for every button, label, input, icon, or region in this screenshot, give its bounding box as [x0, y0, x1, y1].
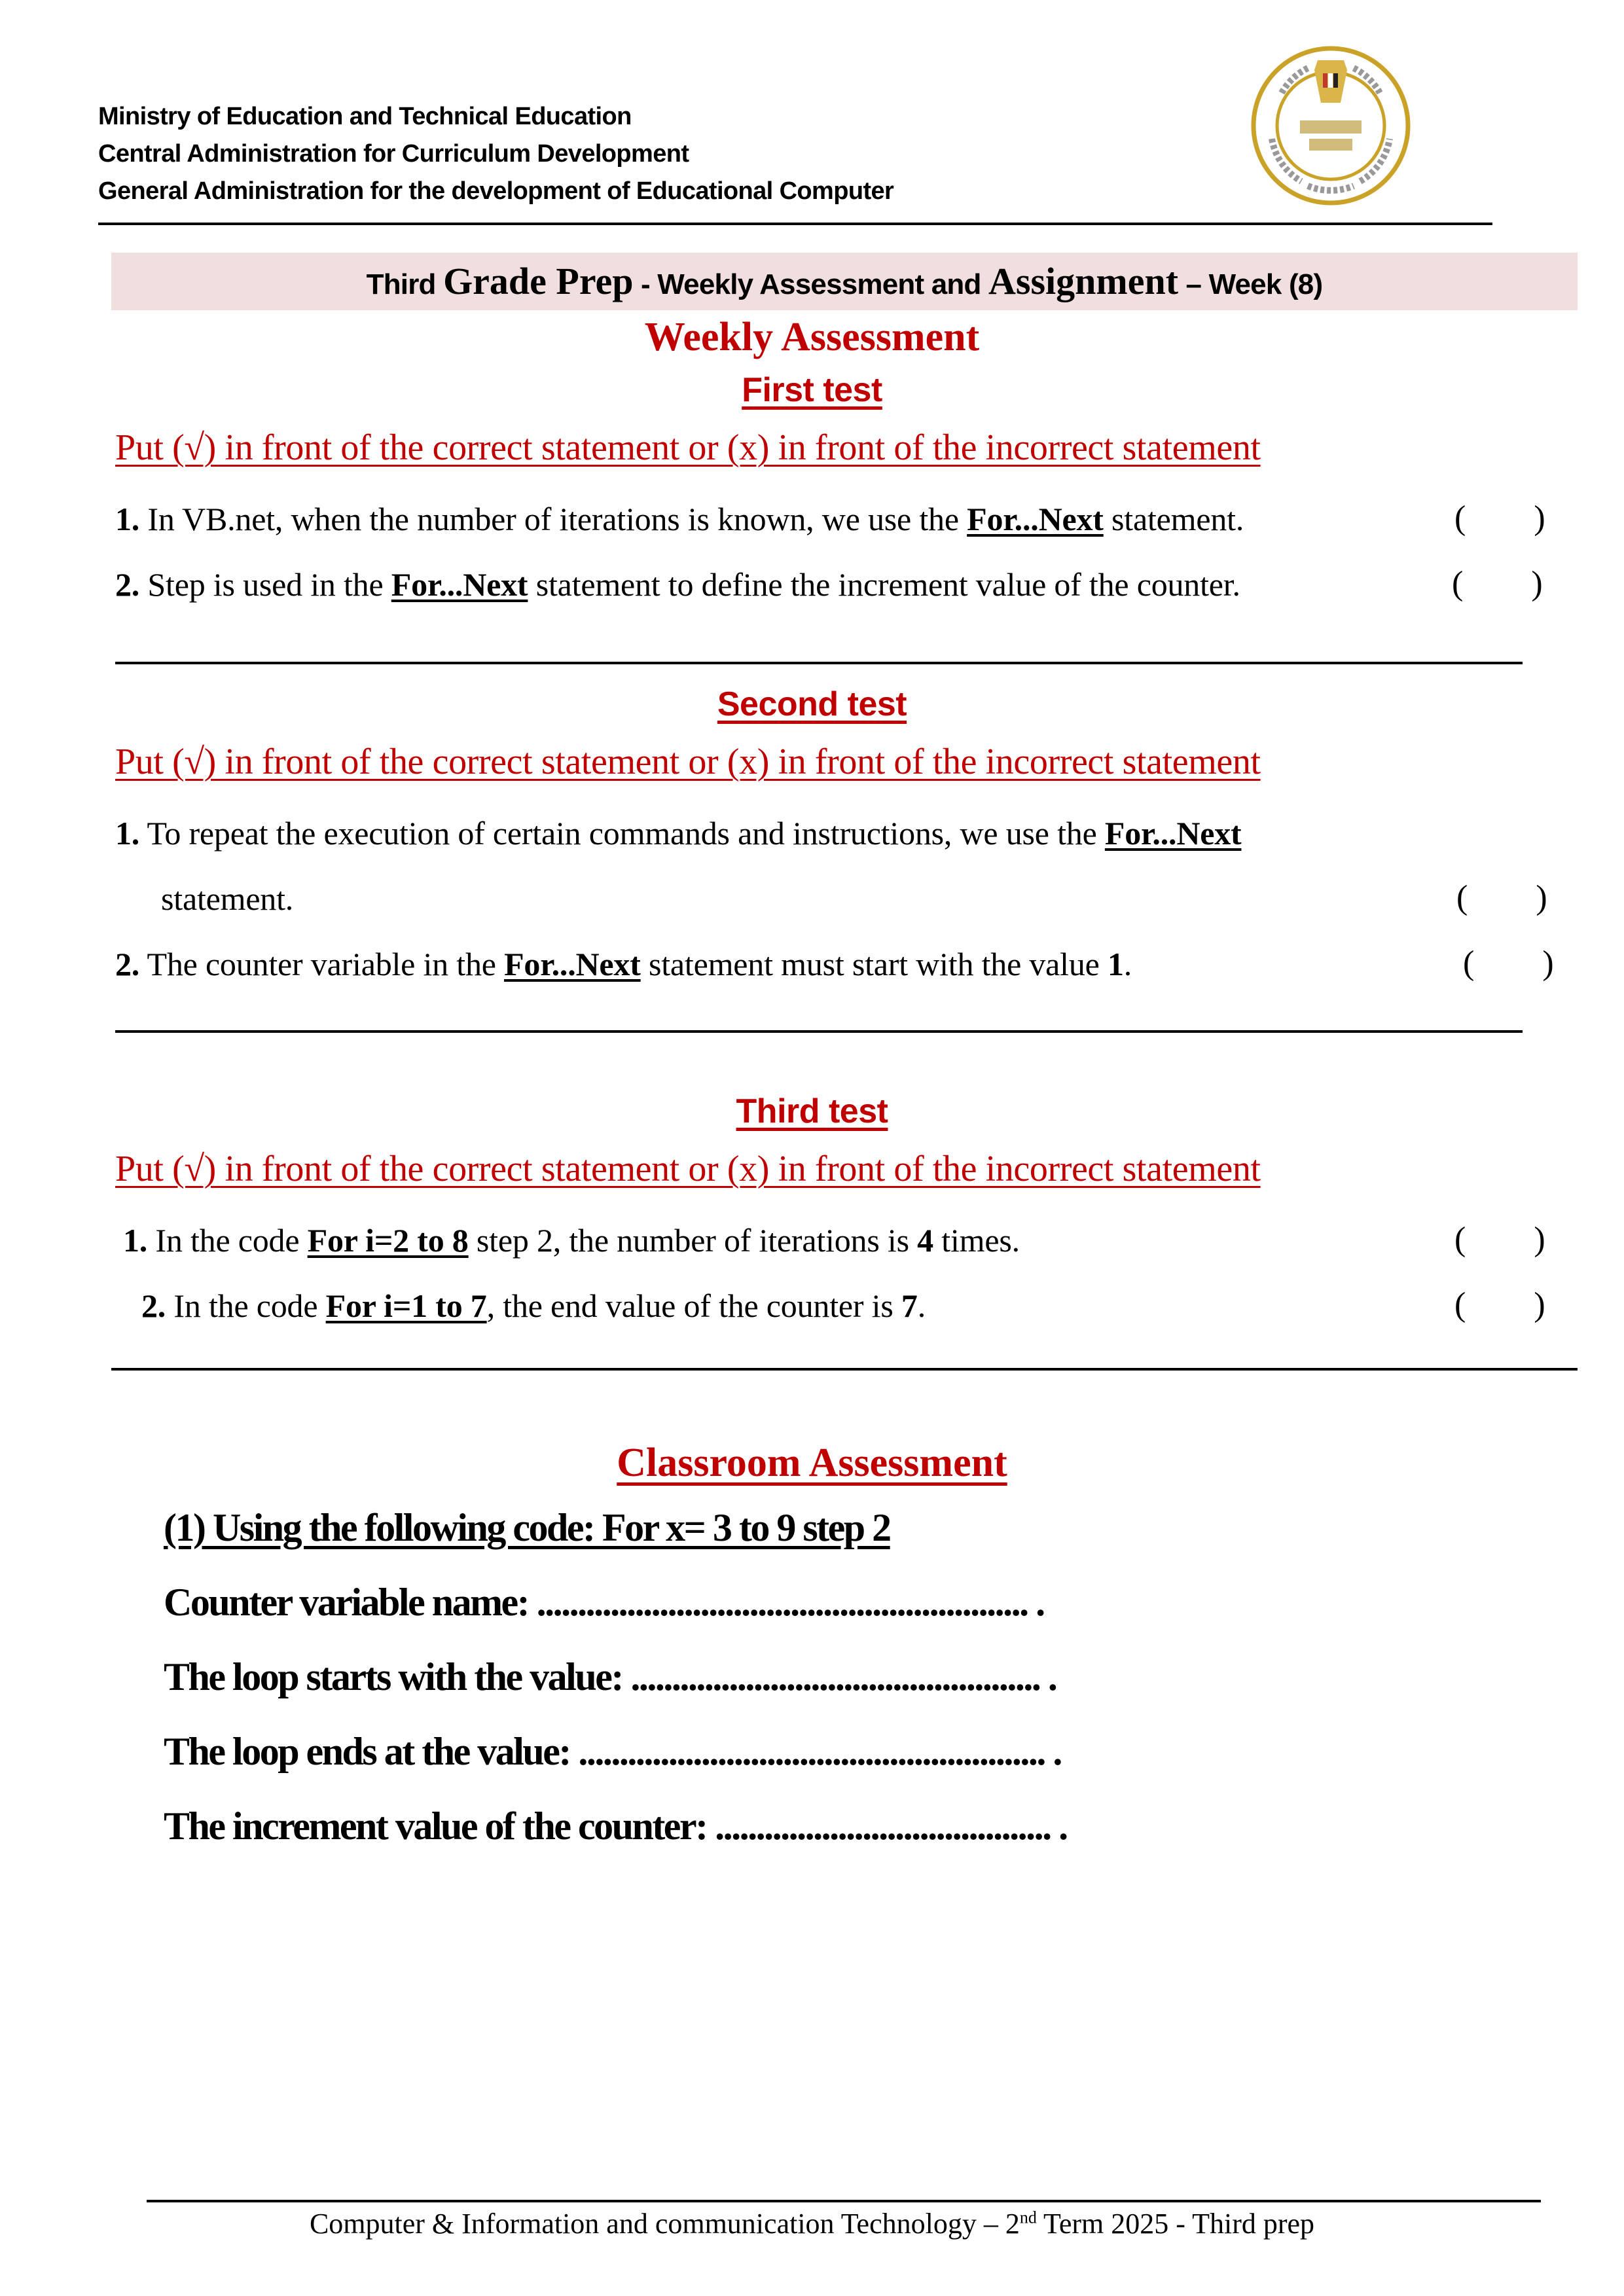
classroom-assessment-section: [0, 1440, 1624, 1486]
answer-blank[interactable]: ............................................................ .: [536, 1581, 1044, 1624]
answer-blank[interactable]: ......................................... .: [715, 1804, 1067, 1848]
counter-variable-field: Counter variable name: ............................................................ .: [164, 1581, 1044, 1624]
answer-box[interactable]: ( ): [1452, 565, 1543, 602]
first-test-instruction: Put (√) in front of the correct statement or (x) in front of the incorrect statement: [115, 427, 1261, 468]
ministry-seal-icon: [1249, 41, 1413, 211]
first-test-question-1: 1. In VB.net, when the number of iterations is known, we use the For...Next statement.: [115, 501, 1244, 537]
third-test-question-2: 2. In the code For i=1 to 7, the end value of the counter is 7.: [141, 1287, 926, 1324]
section-divider: [115, 1030, 1523, 1033]
title-band: [111, 253, 1578, 310]
increment-value-field: The increment value of the counter: ......................................... .: [164, 1804, 1067, 1848]
loop-start-field: The loop starts with the value: .................................................. .: [164, 1655, 1056, 1698]
answer-blank[interactable]: .................................................. .: [630, 1655, 1056, 1698]
classroom-assessment-heading: Classroom Assessment: [617, 1441, 1007, 1485]
answer-blank[interactable]: ......................................................... .: [578, 1730, 1061, 1773]
first-test-heading: First test: [742, 371, 882, 409]
section-divider: [115, 662, 1523, 664]
classroom-question: (1) Using the following code: For x= 3 to 9 step 2: [164, 1506, 890, 1549]
answer-box[interactable]: ( ): [1454, 1286, 1545, 1323]
third-test-question-1: 1. In the code For i=2 to 8 step 2, the number of iterations is 4 times.: [123, 1222, 1020, 1259]
header-line-curriculum: Central Administration for Curriculum Development: [98, 140, 689, 168]
loop-end-field: The loop ends at the value: ......................................................... .: [164, 1730, 1061, 1773]
second-test-question-1: 1. To repeat the execution of certain commands and instructions, we use the For...Next: [115, 815, 1242, 852]
answer-box[interactable]: ( ): [1463, 944, 1554, 982]
second-test-question-1-continued: statement.: [161, 880, 294, 917]
header-line-ministry: Ministry of Education and Technical Education: [98, 103, 632, 130]
header-divider: [98, 223, 1492, 225]
answer-box[interactable]: ( ): [1454, 499, 1545, 537]
answer-box[interactable]: ( ): [1454, 1221, 1545, 1258]
page-title: Third Grade Prep - Weekly Assessment and Assignment – Week (8): [366, 260, 1323, 302]
second-test-heading: Second test: [717, 685, 907, 723]
ministry-header: [98, 98, 893, 210]
second-test-question-2: 2. The counter variable in the For...Next statement must start with the value 1.: [115, 946, 1132, 982]
third-test-section: [0, 1092, 1624, 1131]
second-test-section: [0, 685, 1624, 724]
first-test-question-2: 2. Step is used in the For...Next statement to define the increment value of the counter.: [115, 566, 1240, 603]
page-footer: Computer & Information and communication Technology – 2nd Term 2025 - Third prep: [309, 2208, 1315, 2240]
header-line-computer: General Administration for the development of Educational Computer: [98, 177, 894, 205]
first-test-section: [0, 370, 1624, 410]
footer-divider: [147, 2200, 1541, 2202]
second-test-instruction: Put (√) in front of the correct statement or (x) in front of the incorrect statement: [115, 742, 1261, 782]
weekly-assessment-heading: Weekly Assessment: [644, 315, 980, 359]
section-divider: [111, 1368, 1578, 1371]
third-test-heading: Third test: [736, 1092, 888, 1130]
answer-box[interactable]: ( ): [1456, 879, 1547, 916]
third-test-instruction: Put (√) in front of the correct statement or (x) in front of the incorrect statement: [115, 1149, 1261, 1189]
